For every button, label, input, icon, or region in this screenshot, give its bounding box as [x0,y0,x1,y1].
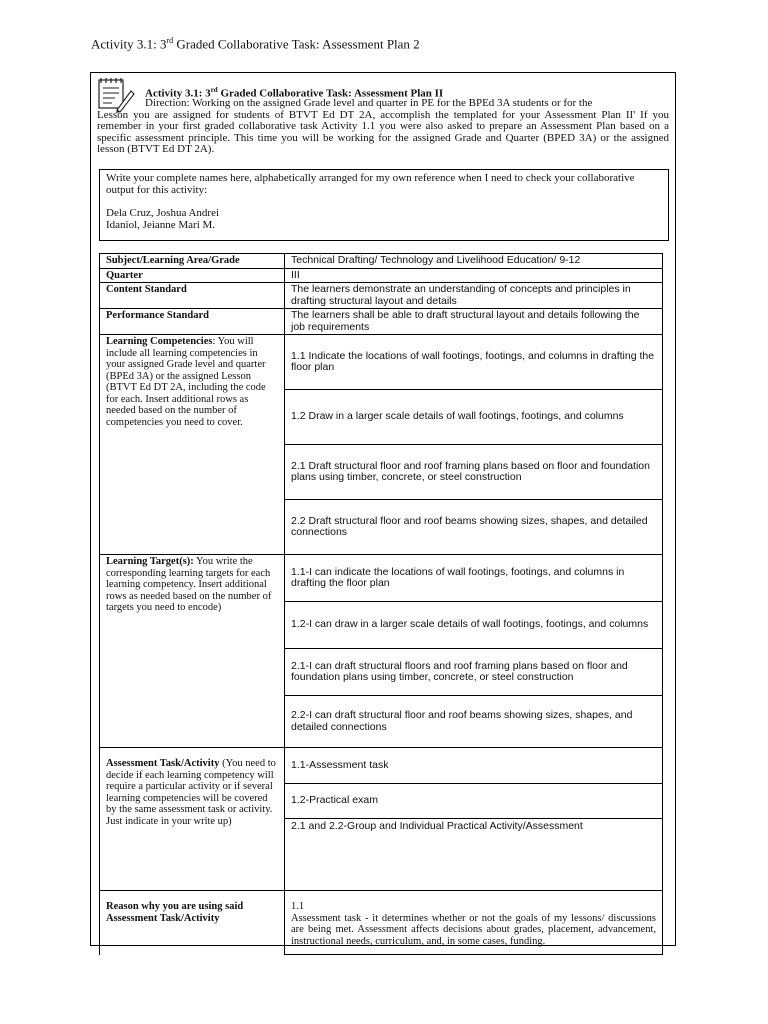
competency-item: 2.1 Draft structural floor and roof framing plans based on floor and foundation plans using timber, concrete, or steel construction [285,445,663,500]
table-row [100,748,663,784]
performance-standard-value: The learners shall be able to draft structural layout and details following the job requirements [285,309,663,335]
competencies-label: Learning Competencies: You will include all learning competencies in your assigned Grade level and quarter (BPEd 3A) or the assigned Lesson (BTVT Ed DT 2A, including the code for each. Insert additional rows as needed based on the number of competencies you need to cover. [100,335,285,555]
target-item: 2.1-I can draft structural floors and roof framing plans based on floor and foundation plans using timber, concrete, or steel construction [285,649,663,696]
quarter-value: III [285,268,663,283]
table-row [100,891,663,955]
target-item: 2.2-I can draft structural floor and roof beams showing sizes, shapes, and detailed connections [285,696,663,748]
table-row [100,309,663,335]
task-item: 1.2-Practical exam [285,784,663,819]
member-name: Idaniol, Jeianne Mari M. [106,218,216,231]
performance-standard-label: Performance Standard [100,309,285,335]
table-row [100,268,663,283]
table-row [100,254,663,269]
subject-value: Technical Drafting/ Technology and Livelihood Education/ 9-12 [285,254,663,269]
task-item: 1.1-Assessment task [285,748,663,784]
content-standard-label: Content Standard [100,283,285,309]
targets-label: Learning Target(s): You write the corresponding learning targets for each learning competency. Insert additional rows as needed based on the number of targets you need to encode) [100,555,285,748]
member-name: Dela Cruz, Joshua Andrei [106,207,220,219]
subject-label: Subject/Learning Area/Grade [100,254,285,269]
direction-text: Direction: Working on the assigned Grade level and quarter in PE for the BPEd 3A students or for the Lesson you are assigned for students of BTVT Ed DT 2A, accomplish the templated for your Assessment Plan II' If you remember in your first graded collaborative task Activity 1.1 you were also asked to prepare an Assessment Plan based on a specific assessment principle. This time you will be working for the assigned Grade and Quarter (BPED 3A) or the assigned lesson (BTVT Ed DT 2A). [97,97,669,155]
table-row [100,283,663,309]
task-item: 2.1 and 2.2-Group and Individual Practical Activity/Assessment [285,819,663,891]
activity-frame [90,72,676,946]
table-row [100,555,663,602]
competency-item: 2.2 Draft structural floor and roof beams showing sizes, shapes, and detailed connections [285,500,663,555]
content-standard-value: The learners demonstrate an understanding of concepts and principles in drafting structural layout and details [285,283,663,309]
assessment-plan-table [99,253,663,955]
tasks-label: Assessment Task/Activity (You need to decide if each learning competency will require a particular activity or if several learning competencies will be covered by the same assessment task or activity. Just indicate in your write up) [100,748,285,891]
target-item: 1.1-I can indicate the locations of wall footings, footings, and columns in drafting the floor plan [285,555,663,602]
names-instruction: Write your complete names here, alphabetically arranged for my own reference when I need to check your collaborative output for this activity: [106,172,635,196]
reason-value: 1.1 Assessment task - it determines whether or not the goals of my lessons/ discussions are being met. Assessment affects decisions about grades, placement, advancement, instructional needs, curriculum, and, in some cases, funding. [285,891,663,955]
competency-item: 1.2 Draw in a larger scale details of wall footings, footings, and columns [285,390,663,445]
table-row [100,335,663,390]
names-box [99,169,669,241]
target-item: 1.2-I can draw in a larger scale details of wall footings, footings, and columns [285,602,663,649]
quarter-label: Quarter [100,268,285,283]
competency-item: 1.1 Indicate the locations of wall footings, footings, and columns in drafting the floor plan [285,335,663,390]
reason-label: Reason why you are using said Assessment Task/Activity [100,891,285,955]
page-header: Activity 3.1: 3rd Graded Collaborative Task: Assessment Plan 2 [91,36,420,52]
activity-title: Activity 3.1: 3rd Graded Collaborative Task: Assessment Plan II [145,86,444,100]
